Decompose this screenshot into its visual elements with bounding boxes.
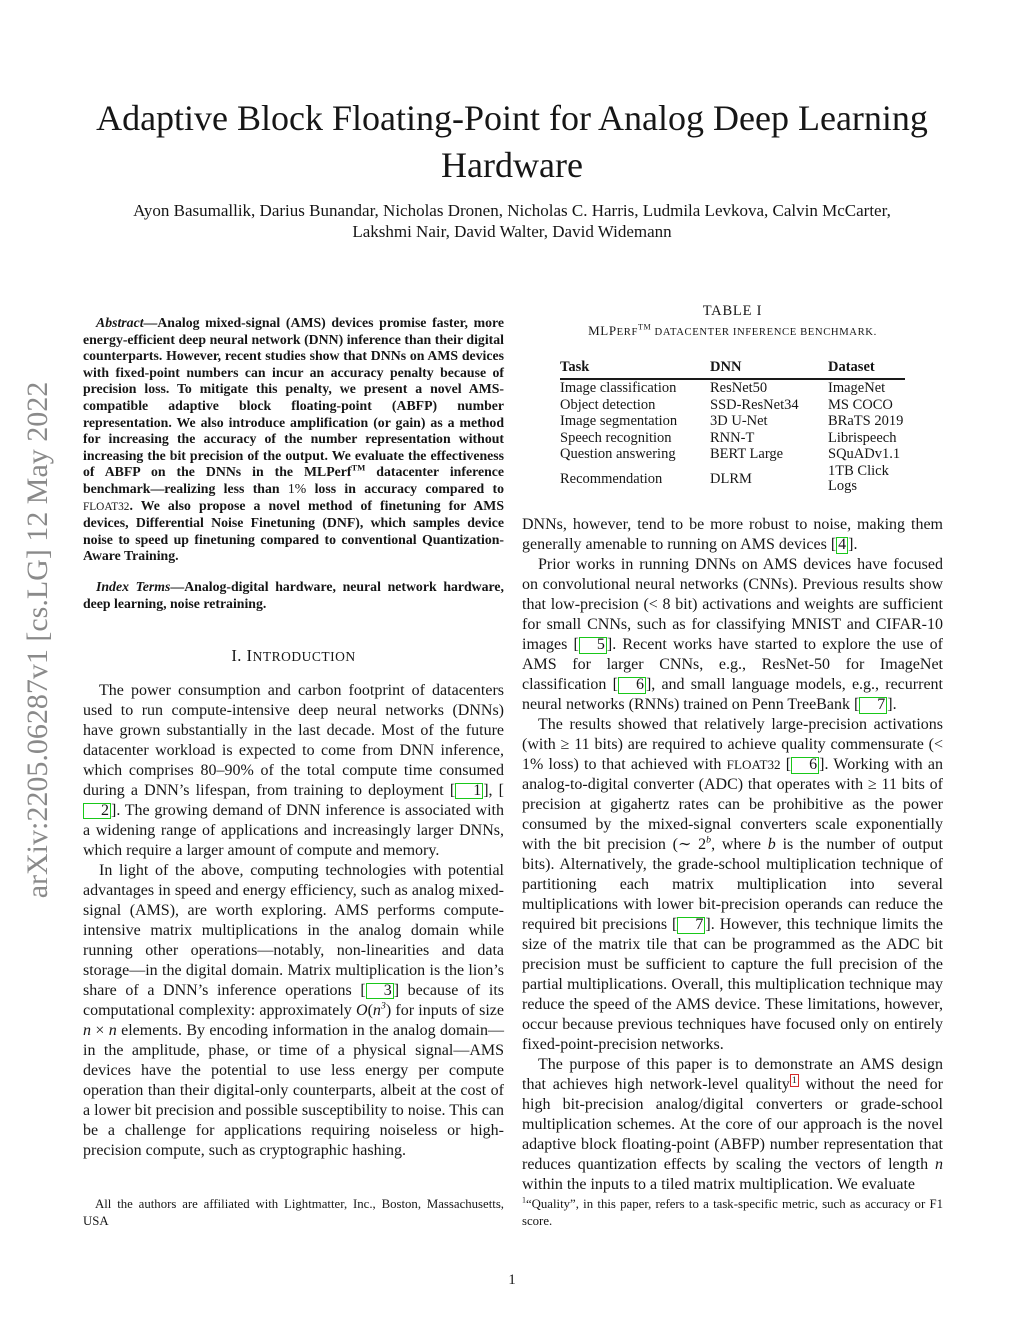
table-header-row — [560, 360, 905, 379]
text-run: ]. The growing demand of DNN inference is associated with a widening range of applications and increasingly larger DNNs, which require a larger amount of compute and memory. — [83, 802, 504, 860]
left-column — [83, 315, 504, 1161]
table-cell: Librispeech — [828, 429, 897, 446]
table-1-block — [522, 303, 943, 495]
text-run: ], [ — [483, 782, 505, 800]
citation-link[interactable]: 7 — [859, 697, 887, 713]
text-run: ] because of its computational complexity: approximately — [83, 982, 505, 1020]
table-cell: Image segmentation — [560, 413, 678, 430]
table-cell: BRaTS 2019 — [828, 413, 904, 430]
author-list — [0, 200, 1024, 242]
superscript: b — [706, 835, 712, 847]
table-row — [560, 397, 905, 414]
text-run: ]. Working with an analog-to-digital converter (ADC) that operates with ≥ 11 bits of precision at gigahertz rates can be prohibitive as the power consumed by the mixed-signal converters scale exponentially with the bit precision (∼ 2 — [522, 756, 944, 854]
italic-text: n — [108, 1022, 117, 1040]
italic-text: n — [83, 1022, 91, 1040]
text-run: “Quality”, in this paper, refers to a task-specific metric, such as accuracy or F1 score. — [522, 1197, 943, 1228]
text-run: The results showed that relatively large-precision activations (with ≥ 11 bits) are required to achieve quality commensurate (< 1% loss) to that achieved with — [522, 716, 943, 774]
table-cell: Object detection — [560, 396, 656, 413]
table-cell: DLRM — [710, 470, 752, 487]
body-paragraph-prior-works — [522, 555, 943, 715]
italic-text: O — [356, 1002, 368, 1020]
superscript: 3 — [380, 1000, 386, 1012]
right-column — [522, 303, 943, 1195]
table-cell: Recommendation — [560, 470, 663, 487]
table-cell: ImageNet — [828, 380, 886, 396]
citation-link[interactable]: 1 — [455, 783, 483, 799]
text-run: ( — [367, 1002, 373, 1020]
table-row — [560, 463, 905, 495]
table-cell: SSD-ResNet34 — [710, 396, 799, 413]
text-run: In light of the above, computing technologies with potential advantages in speed and energy efficiency, such as analog mixed-signal (AMS), are worth exploring. AMS performs compute-intensive matrix multiplications in the analog domain while running other operations—notably, non-linearities and data storage—in the digital domain. Matrix multiplication is the lion’s share of a DNN’s inference operations [ — [83, 862, 504, 1000]
text-run: without the need for high bit-precision analog/digital converters or grade-school multiplication schemes. At the core of our approach is the novel adaptive block floating-point (ABFP) number representation that reduces quantization effects by scaling the vectors of length — [522, 1076, 943, 1174]
text-run: All the authors are affiliated with Lightmatter, Inc., Boston, Massachusetts, USA — [83, 1197, 504, 1228]
italic-text: b — [767, 836, 776, 854]
text-run: —Analog mixed-signal (AMS) devices promise faster, more energy-efficient deep neural network (DNN) inference than their digital counterparts. However, recent studies show that DNNs on AMS devices with fixed-point numbers can incur an accuracy penalty because of precision loss. To mitigate this penalty, we present a novel AMS-compatible adaptive block floating-point (ABFP) number representation. We also introduce amplification (or gain) as a method for increasing the accuracy of the number representation without increasing the bit precision of the output. We evaluate the effectiveness of ABFP on the DNNs in the MLPerf — [83, 315, 504, 480]
smallcaps-text: NTRODUCTION — [252, 649, 356, 665]
text-run: . We also propose a novel method of finetuning for AMS devices, Differential Noise Finetuning (DNF), which samples device noise to speed up finetuning compared to conventional Quantization-Aware Training. — [83, 497, 504, 564]
table-subtitle — [522, 323, 943, 339]
column-header-task: Task — [560, 360, 710, 379]
text-run: datacenter inference benchmark—realizing less than — [83, 464, 504, 496]
italic-text: n — [935, 1156, 943, 1174]
table-cell: BERT Large — [710, 446, 784, 463]
table-row — [560, 414, 905, 431]
text-run: MLP — [588, 323, 617, 338]
table-row — [560, 447, 905, 464]
citation-link[interactable]: 4 — [838, 536, 847, 554]
text-run: ]. — [848, 536, 858, 554]
text-run: ]. — [887, 696, 897, 714]
column-header-dataset: Dataset — [828, 360, 905, 379]
body-paragraph-purpose — [522, 1055, 943, 1195]
text-run: loss in accuracy compared to — [306, 480, 504, 496]
table-row — [560, 430, 905, 447]
table-cell: 1TB Click Logs — [828, 462, 889, 495]
smallcaps-text: FLOAT32 — [83, 500, 130, 513]
superscript: TM — [638, 322, 652, 332]
text-run: ) for inputs of size — [385, 1002, 505, 1020]
text-run: —Analog-digital hardware, neural network hardware, deep learning, noise retraining. — [83, 578, 504, 611]
text-run: ]. However, this technique limits the size of the matrix tile that can be programmed as the ADC bit precision must be sufficient to capture the full precision of the partial multiplications. Overall, this multiplication technique may reduce the speed of the AMS device. These limitations, however, occur because previous techniques have focused only on entirely fixed-point-precision networks. — [522, 916, 944, 1054]
body-paragraph-results — [522, 715, 943, 1055]
section-heading-introduction — [83, 646, 504, 666]
citation-link[interactable]: 6 — [618, 677, 646, 693]
text-run: , where — [711, 836, 768, 854]
table-cell: Question answering — [560, 446, 676, 463]
arxiv-watermark: arXiv:2205.06287v1 [cs.LG] 12 May 2022 — [21, 381, 54, 899]
italic-text: Abstract — [96, 315, 144, 330]
benchmark-table — [560, 360, 905, 495]
author-line-2: Lakshmi Nair, David Walter, David Widemann — [352, 222, 672, 241]
text-run: The purpose of this paper is to demonstrate an AMS design that achieves high network-level quality — [522, 1056, 943, 1094]
footnote-marker[interactable]: 1 — [791, 1075, 797, 1087]
superscript: 1 — [522, 1195, 526, 1205]
table-row — [560, 379, 905, 397]
index-terms-paragraph — [83, 579, 504, 612]
text-run: I. I — [231, 646, 253, 666]
table-cell: ResNet50 — [710, 380, 768, 396]
intro-paragraph-1 — [83, 681, 504, 861]
citation-link[interactable]: 2 — [83, 803, 111, 819]
paper-title-text: Adaptive Block Floating-Point for Analog Deep Learning Hardware — [96, 98, 928, 185]
text-run: DNNs, however, tend to be more robust to noise, making them generally amenable to running on AMS devices [ — [522, 516, 943, 554]
body-paragraph-continuation — [522, 515, 943, 555]
table-caption: TABLE I — [702, 303, 763, 319]
text-run: ]. Recent works have started to explore the use of AMS for larger CNNs, e.g., ResNet-50 for ImageNet classification [ — [522, 636, 943, 694]
affiliation-footnote — [83, 1196, 504, 1229]
citation-link[interactable]: 7 — [677, 917, 705, 933]
table-cell: MS COCO — [828, 396, 893, 413]
text-run: The power consumption and carbon footprint of datacenters used to run compute-intensive deep neural networks (DNNs) have grown substantially in the last decade. Most of the future datacenter workload is expected to come from DNN inference, which comprises 80–90% of the total compute time consumed during a DNN’s lifespan, from training to deployment [ — [83, 682, 504, 800]
citation-link[interactable]: 5 — [579, 637, 607, 653]
italic-text: Index Terms — [96, 578, 171, 594]
paper-title — [0, 95, 1024, 189]
text-run: × — [91, 1022, 109, 1040]
text-run: [ — [780, 756, 792, 774]
table-cell: Speech recognition — [560, 429, 672, 446]
text-run: is the number of output bits). Alternatively, the grade-school multiplication technique of partitioning each matrix multiplication into several multiplications with lower bit-precision operands can reduce the required bit precisions [ — [522, 836, 943, 934]
text-run: elements. By encoding information in the analog domain—in the amplitude, phase, or time of a physical signal—AMS devices have the potential to use less energy per compute operation than their digital-only counterparts, albeit at the cost of a lower bit precision and possible susceptibility to noise. This can be a challenge for applications requiring noiseless or high-precision compute, such as cryptographic hashing. — [83, 1022, 504, 1160]
math-text: 1% — [287, 480, 307, 496]
text-run: ], and small language models, e.g., recurrent neural networks (RNNs) trained on Penn TreeBank [ — [522, 676, 943, 714]
table-cell: 3D U-Net — [710, 413, 768, 430]
abstract-paragraph — [83, 315, 504, 565]
table-cell: RNN-T — [710, 429, 755, 446]
smallcaps-text: DATACENTER INFERENCE BENCHMARK. — [651, 327, 877, 338]
citation-link[interactable]: 6 — [791, 757, 819, 773]
intro-paragraph-2 — [83, 861, 504, 1161]
page-number: 1 — [508, 1272, 516, 1288]
table-cell: Image classification — [560, 380, 677, 396]
quality-footnote — [522, 1196, 943, 1229]
table-cell: SQuADv1.1 — [828, 446, 901, 463]
author-line-1: Ayon Basumallik, Darius Bunandar, Nicholas Dronen, Nicholas C. Harris, Ludmila Levkova, Calvin McCarter, — [133, 201, 891, 220]
smallcaps-text: ERF — [616, 327, 639, 338]
smallcaps-text: FLOAT32 — [726, 757, 781, 773]
column-header-dnn: DNN — [710, 360, 828, 379]
text-run: Prior works in running DNNs on AMS devices have focused on convolutional neural networks (CNNs). Previous results show that low-precision (< 8 bit) activations and weights are sufficient for small CNNs, such as for classifying MNIST and CIFAR-10 images [ — [522, 556, 943, 654]
citation-link[interactable]: 3 — [366, 983, 394, 999]
text-run: within the inputs to a tiled matrix multiplication. We evaluate — [522, 1176, 915, 1194]
superscript: TM — [351, 462, 366, 473]
italic-text: n — [372, 1002, 381, 1020]
